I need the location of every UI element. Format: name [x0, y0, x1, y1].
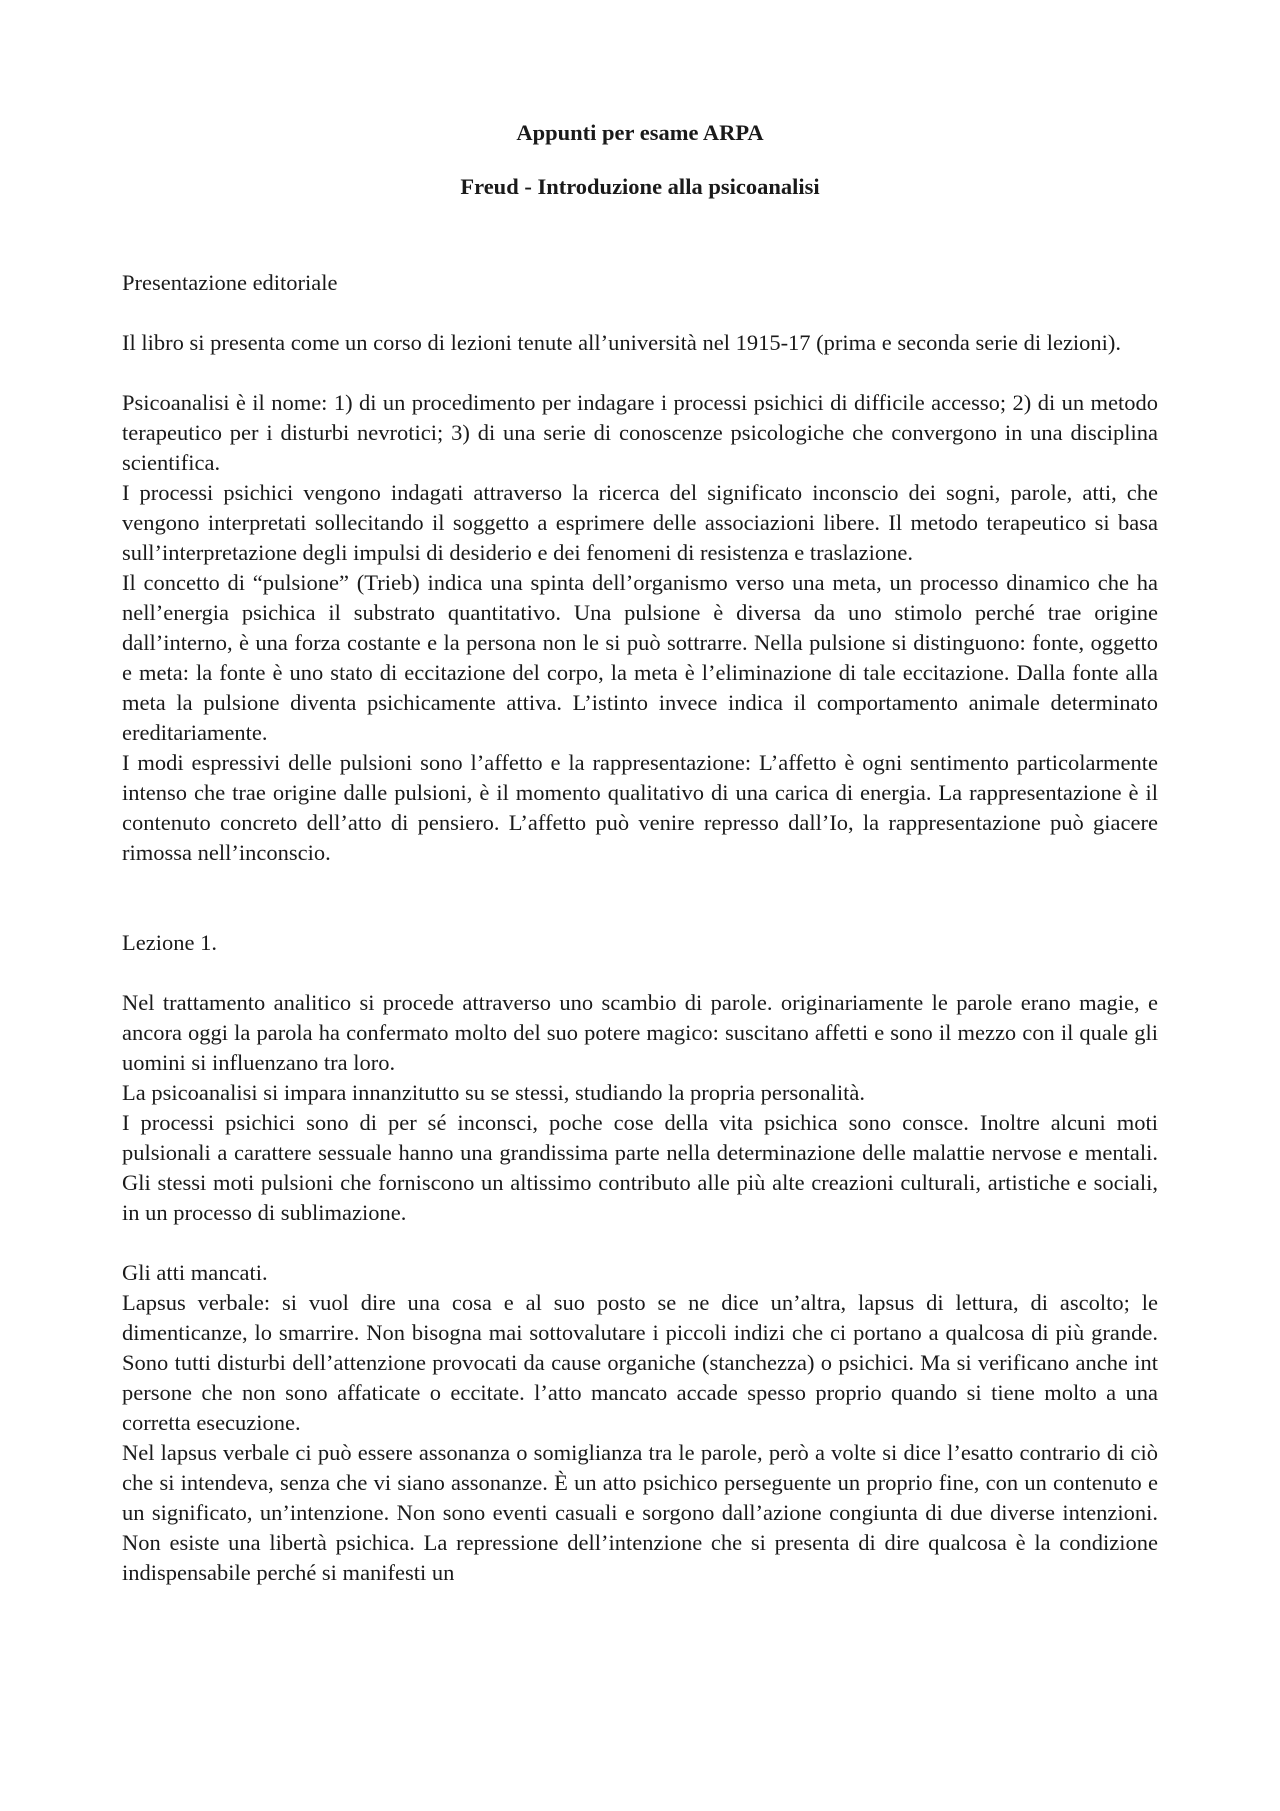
- paragraph: La psicoanalisi si impara innanzitutto su se stessi, studiando la propria personalità.: [122, 1080, 865, 1105]
- paragraph: I processi psichici vengono indagati attraverso la ricerca del significato inconscio dei sogni, parole, atti, che vengono interpretati sollecitando il soggetto a esprimere delle associazioni libere. Il metodo terapeutico si basa sull’interpretazione degli impulsi di desiderio e dei fenomeni di resistenza e traslazione.: [122, 480, 1158, 565]
- paragraph: Nel lapsus verbale ci può essere assonanza o somiglianza tra le parole, però a volte si dice l’esatto contrario di ciò che si intendeva, senza che vi siano assonanze. È un atto psichico perseguente un proprio fine, con un contenuto e un significato, un’intenzione. Non sono eventi casuali e sorgono dall’azione congiunta di due diverse intenzioni. Non esiste una libertà psichica. La repressione dell’intenzione che si presenta di dire qualcosa è la condizione indispensabile perché si manifesti un: [122, 1440, 1158, 1585]
- section-heading-atti-mancati: Gli atti mancati.: [122, 1260, 268, 1285]
- section-heading-presentazione: Presentazione editoriale: [122, 270, 338, 295]
- paragraph: I modi espressivi delle pulsioni sono l’affetto e la rappresentazione: L’affetto è ogni sentimento particolarmente intenso che trae origine dalle pulsioni, è il momento qualitativo di una carica di energia. La rappresentazione è il contenuto concreto dell’atto di pensiero. L’affetto può venire represso dall’Io, la rappresentazione può giacere rimossa nell’inconscio.: [122, 750, 1158, 865]
- paragraph: Il libro si presenta come un corso di lezioni tenute all’università nel 1915-17 (prima e seconda serie di lezioni).: [122, 330, 1122, 355]
- document-title: Appunti per esame ARPA: [516, 120, 764, 145]
- paragraph: Lapsus verbale: si vuol dire una cosa e al suo posto se ne dice un’altra, lapsus di lettura, di ascolto; le dimenticanze, lo smarrire. Non bisogna mai sottovalutare i piccoli indizi che ci portano a qualcosa di più grande. Sono tutti disturbi dell’attenzione provocati da cause organiche (stanchezza) o psichici. Ma si verificano anche int persone che non sono affaticate o eccitate. l’atto mancato accade spesso proprio quando si tiene molto a una corretta esecuzione.: [122, 1290, 1158, 1435]
- spacer: [122, 202, 1158, 268]
- paragraph: Nel trattamento analitico si procede attraverso uno scambio di parole. originariamente le parole erano magie, e ancora oggi la parola ha confermato molto del suo potere magico: suscitano affetti e sono il mezzo con il quale gli uomini si influenzano tra loro.: [122, 990, 1158, 1075]
- section-heading-lezione-1: Lezione 1.: [122, 930, 217, 955]
- document-body: [122, 118, 1158, 1588]
- document-subtitle: Freud - Introduzione alla psicoanalisi: [460, 174, 820, 199]
- paragraph: Il concetto di “pulsione” (Trieb) indica una spinta dell’organismo verso una meta, un processo dinamico che ha nell’energia psichica il substrato quantitativo. Una pulsione è diversa da uno stimolo perché trae origine dall’interno, è una forza costante e la persona non le si può sottrarre. Nella pulsione si distinguono: fonte, oggetto e meta: la fonte è uno stato di eccitazione del corpo, la meta è l’eliminazione di tale eccitazione. Dalla fonte alla meta la pulsione diventa psichicamente attiva. L’istinto invece indica il comportamento animale determinato ereditariamente.: [122, 570, 1158, 745]
- paragraph: Psicoanalisi è il nome: 1) di un procedimento per indagare i processi psichici di difficile accesso; 2) di un metodo terapeutico per i disturbi nevrotici; 3) di una serie di conoscenze psicologiche che convergono in una disciplina scientifica.: [122, 390, 1158, 475]
- paragraph: I processi psichici sono di per sé inconsci, poche cose della vita psichica sono consce. Inoltre alcuni moti pulsionali a carattere sessuale hanno una grandissima parte nella determinazione delle malattie nervose e mentali. Gli stessi moti pulsioni che forniscono un altissimo contributo alle più alte creazioni culturali, artistiche e sociali, in un processo di sublimazione.: [122, 1110, 1158, 1225]
